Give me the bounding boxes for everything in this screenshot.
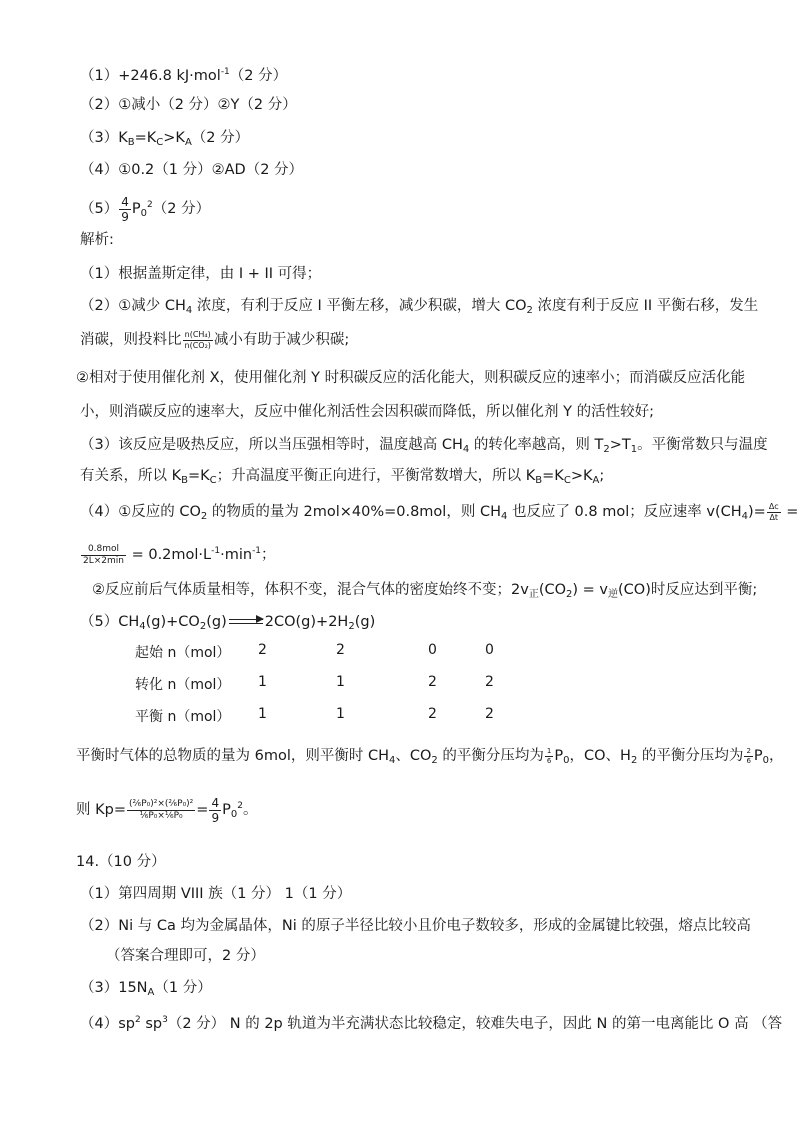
q14-answer-2-line-2: （答案合理即可，2 分）: [106, 948, 265, 964]
score: （2 分）: [229, 68, 288, 84]
table-cell: 1: [258, 674, 267, 690]
analysis-4-line-2: [80, 466, 604, 491]
q14-answer-2-line-1: （2）Ni 与 Ca 均为金属晶体，Ni 的原子半径比较小且价电子数较多，形成的金属键比较强，熔点比较高: [80, 918, 751, 934]
fraction: [209, 796, 221, 825]
subscript: 1: [630, 444, 638, 455]
subscript: 0: [140, 208, 147, 219]
q14-answer-1: （1）第四周期 VIII 族（1 分） 1（1 分）: [80, 886, 352, 902]
text: ·min: [220, 547, 253, 563]
text: ；: [261, 547, 276, 563]
table-cell: 2: [258, 642, 267, 658]
text: ；升高温度平衡正向进行，平衡常数增大，所以 K: [216, 468, 536, 484]
text: = 0.2mol·L: [126, 547, 212, 563]
subscript: 2: [566, 589, 573, 600]
partial-pressure-line: [76, 742, 784, 775]
fraction: [767, 502, 781, 523]
text: ) = v: [572, 582, 608, 598]
table-cell: 1: [258, 706, 267, 722]
q14-answer-4: [80, 1010, 782, 1034]
subscript: 0: [762, 755, 770, 766]
text: 的平衡分压均为: [437, 748, 544, 764]
subscript: 0: [230, 809, 238, 820]
numerator: 4: [121, 194, 129, 209]
operator: =K: [134, 130, 157, 146]
operator: >K: [163, 130, 185, 146]
p-symbol: P: [131, 201, 141, 217]
text: =: [781, 504, 799, 520]
subscript: A: [184, 137, 192, 148]
text: （4）sp: [80, 1016, 135, 1032]
row-label: 平衡 n（mol）: [135, 709, 231, 725]
numerator: 2: [746, 746, 751, 755]
subscript: 2: [630, 755, 638, 766]
denominator: 9: [211, 810, 220, 825]
answer-3: [80, 128, 249, 153]
table-cell: 2: [336, 642, 345, 658]
text: 的物质的量为 2mol×40%=0.8mol，则 CH: [207, 504, 501, 520]
superscript: -1: [220, 67, 230, 77]
q14-answer-3: [80, 978, 212, 1003]
text: >T: [609, 437, 631, 453]
text: 消碳，则投料比: [80, 332, 182, 348]
analysis-2-line-2: [80, 326, 349, 354]
score: （2 分）: [191, 130, 250, 146]
table-cell: 2: [428, 674, 437, 690]
text: =K: [188, 468, 210, 484]
fraction: [127, 799, 195, 822]
numerator: 0.8mol: [81, 544, 126, 556]
subscript: 2: [526, 305, 533, 316]
analysis-3-line-1: ②相对于使用催化剂 X，使用催化剂 Y 时积碳反应的活化能大，则积碳反应的速率小；而消碳反应活化能: [76, 370, 746, 386]
subscript: B: [127, 137, 135, 148]
text: （1 分）: [154, 980, 212, 996]
text: 则 Kp=: [76, 802, 126, 818]
subscript: C: [563, 475, 571, 486]
text: ，CO、H: [569, 748, 631, 764]
table-cell: 2: [428, 706, 437, 722]
table-cell: 0: [428, 642, 437, 658]
analysis-4-line-1: [80, 435, 768, 460]
text: )=: [748, 504, 766, 520]
denominator: ¹⁄₆P₀×¹⁄₆P₀: [139, 810, 183, 821]
answer-5: [80, 190, 210, 229]
reaction-equation: [80, 612, 375, 637]
row-label: 起始 n（mol）: [135, 645, 231, 661]
table-cell: 0: [485, 642, 494, 658]
text: （3）该反应是吸热反应，所以当压强相等时，温度越高 CH: [80, 437, 463, 453]
subscript: 2: [431, 755, 438, 766]
fraction: [81, 544, 126, 567]
text: （5）: [80, 614, 119, 630]
equilibrium-arrow-icon: [229, 617, 263, 627]
text: >K: [570, 468, 593, 484]
text: ，: [769, 748, 784, 764]
analysis-1: （1）根据盖斯定律，由 I + II 可得；: [80, 266, 322, 282]
text: =K: [542, 468, 564, 484]
text: 。平衡常数只与温度: [637, 437, 768, 453]
score: （2 分）: [152, 201, 211, 217]
subscript: B: [535, 475, 543, 486]
subscript: C: [209, 475, 217, 486]
table-cell: 2: [485, 674, 494, 690]
table-cell: 1: [336, 706, 345, 722]
text: ②反应前后气体质量相等，体积不变，混合气体的密度始终不变；2v: [92, 582, 529, 598]
denominator: n(CO₂): [184, 340, 211, 350]
table-cell: 1: [336, 674, 345, 690]
answer-number: （5）: [80, 201, 119, 217]
text: 平衡时气体的总物质的量为 6mol，则平衡时 CH: [76, 748, 389, 764]
text: 也反应了 0.8 mol；反应速率 v(CH: [507, 504, 742, 520]
subscript: A: [592, 475, 600, 486]
text: (CO)时反应达到平衡;: [618, 582, 758, 598]
text: (g): [206, 614, 227, 630]
numerator: n(CH₄): [183, 330, 213, 341]
subscript: 2: [348, 621, 355, 632]
text: (g): [354, 614, 376, 630]
subscript: C: [156, 137, 164, 148]
subscript: B: [181, 475, 188, 486]
denominator: 6: [546, 756, 552, 765]
denominator: 9: [121, 209, 129, 224]
text: （2 分） N 的 2p 轨道为半充满状态比较稳定，较难失电子，因此 N 的第一电离能比 O 高 （答: [167, 1016, 783, 1032]
subscript: A: [147, 987, 155, 998]
text: 的转化率越高，则 T: [469, 437, 604, 453]
analysis-heading: 解析:: [80, 232, 114, 248]
text: 减小有助于减少积碳;: [213, 332, 350, 348]
text: 的平衡分压均为: [637, 748, 744, 764]
text: （2）①减少 CH: [80, 298, 186, 314]
denominator: 2L×2min: [83, 555, 124, 566]
subscript: 2: [199, 621, 207, 632]
table-cell: 2: [485, 706, 494, 722]
text: 2CO(g)+2H: [264, 614, 349, 630]
answer-number: （3）: [80, 130, 119, 146]
text: (CO: [538, 582, 567, 598]
answer-1: [80, 62, 287, 86]
subscript: 4: [741, 511, 749, 522]
text: P: [222, 802, 231, 818]
superscript: 2: [134, 1015, 141, 1025]
numerator: Δc: [768, 501, 779, 511]
subscript: 4: [389, 755, 396, 766]
subscript: 2: [200, 511, 208, 522]
text: （3）: [80, 980, 119, 996]
answer-4: （4）①0.2（1 分）②AD（2 分）: [80, 162, 304, 178]
text: CH: [118, 614, 140, 630]
superscript: 2: [147, 200, 153, 210]
text: 、CO: [395, 748, 432, 764]
numerator: 4: [211, 795, 220, 810]
answer-value: +246.8 kJ·mol: [118, 68, 221, 84]
fraction: [545, 747, 553, 766]
text: P: [554, 748, 564, 764]
text: 有关系，所以 K: [80, 468, 182, 484]
subscript: 逆: [608, 589, 618, 600]
kp-expression: [76, 788, 257, 833]
numerator: 1: [546, 746, 552, 755]
text: 浓度，有利于反应 I 平衡左移，减少积碳，增大 CO: [192, 298, 527, 314]
subscript: 4: [139, 621, 146, 632]
k-symbol: K: [118, 130, 128, 146]
subscript: 0: [563, 755, 570, 766]
analysis-5-line-2: [80, 537, 276, 569]
subscript: 4: [185, 305, 193, 316]
analysis-5-line-3: [92, 580, 757, 605]
denominator: Δt: [769, 512, 779, 522]
superscript: -1: [211, 546, 221, 556]
answer-2: （2）①减小（2 分）②Y（2 分）: [80, 97, 297, 113]
superscript: -1: [252, 546, 262, 556]
analysis-5-line-1: [80, 498, 798, 531]
text: 。: [242, 802, 258, 818]
text: ;: [599, 468, 605, 484]
text: (g)+CO: [145, 614, 200, 630]
text: P: [753, 748, 763, 764]
analysis-3-line-2: 小，则消碳反应的速率大，反应中催化剂活性会因积碳而降低，所以催化剂 Y 的活性较好;: [80, 404, 654, 420]
fraction: [183, 330, 213, 351]
fraction: [744, 747, 752, 766]
subscript: 正: [528, 589, 539, 600]
text: 15N: [118, 980, 148, 996]
subscript: 4: [462, 444, 470, 455]
row-label: 转化 n（mol）: [135, 677, 231, 693]
subscript: 4: [500, 511, 508, 522]
text: 浓度有利于反应 II 平衡右移，发生: [532, 298, 759, 314]
analysis-2-line-1: [80, 296, 758, 321]
denominator: 6: [746, 756, 751, 765]
superscript: 3: [162, 1015, 168, 1025]
text: （4）①反应的 CO: [80, 504, 201, 520]
text: sp: [140, 1016, 163, 1032]
superscript: 2: [237, 801, 243, 811]
fraction: [119, 195, 131, 224]
subscript: 2: [603, 444, 610, 455]
numerator: (²⁄₆P₀)²×(²⁄₆P₀)²: [128, 798, 194, 809]
text: =: [196, 802, 209, 818]
answer-number: （1）: [80, 68, 119, 84]
question-14-title: 14.（10 分）: [76, 854, 166, 870]
